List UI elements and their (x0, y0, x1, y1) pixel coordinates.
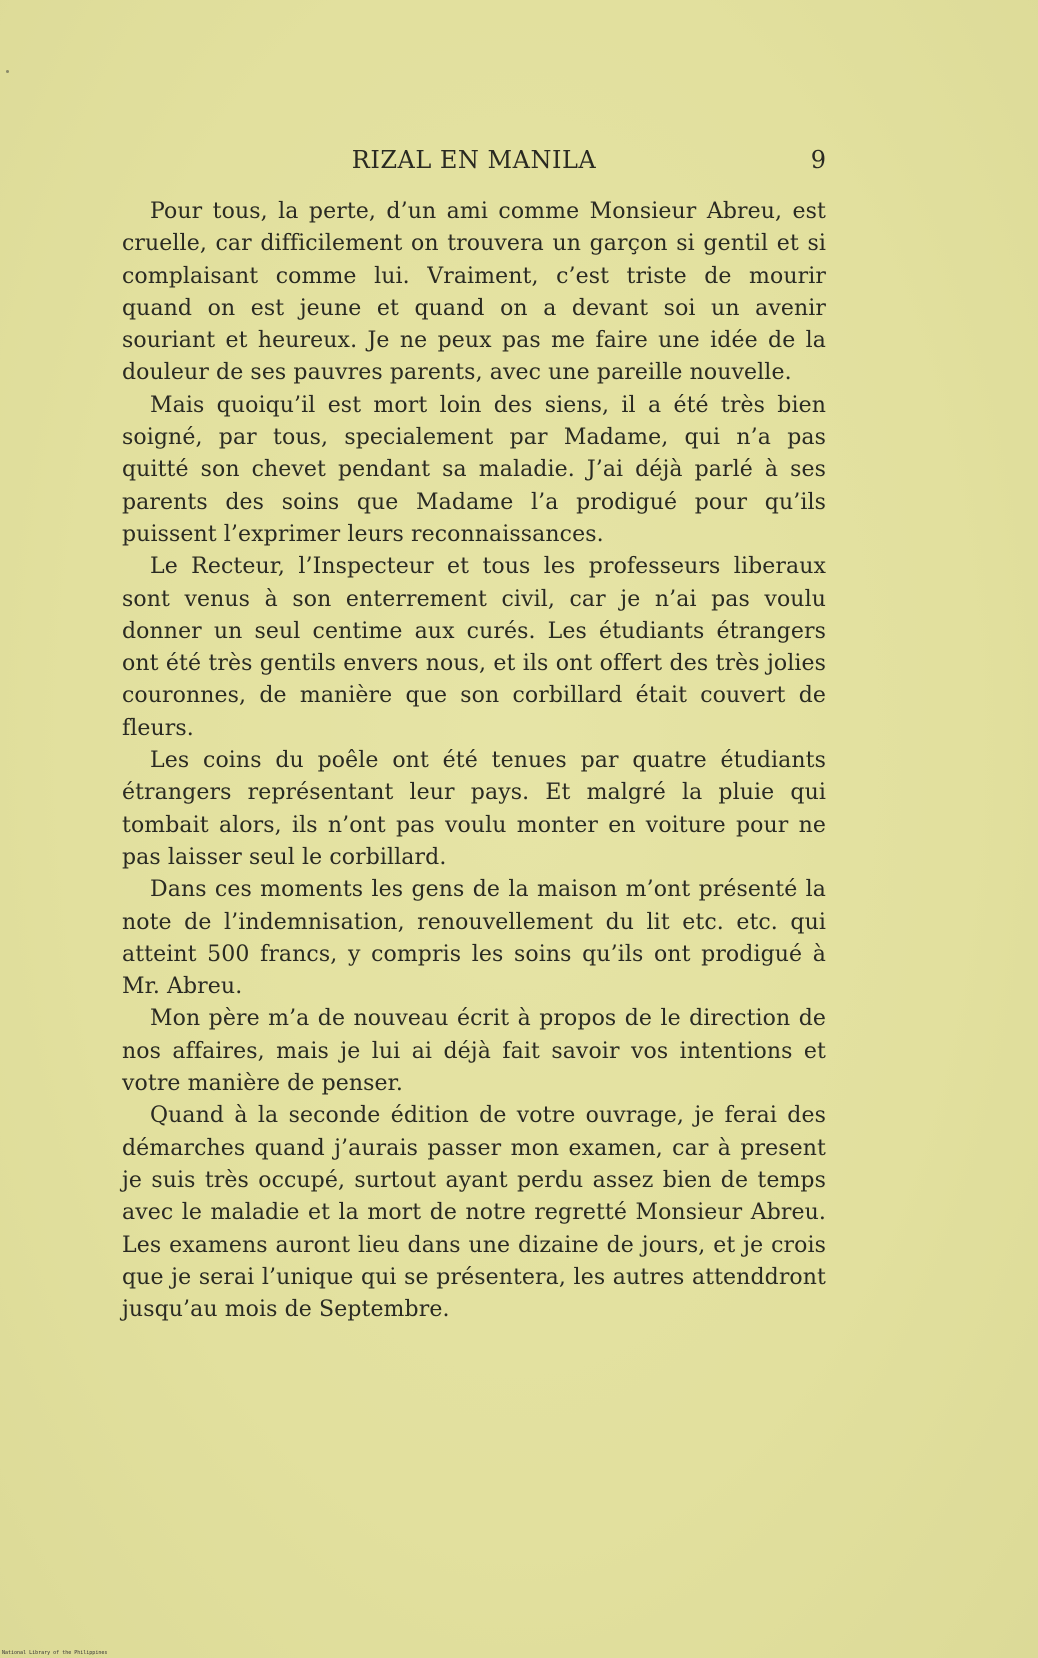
running-title: RIZAL EN MANILA (351, 146, 597, 174)
paragraph: Pour tous, la perte, d’un ami comme Monsieur Abreu, est cruelle, car difficilement on trouvera un garçon si gentil et si complaisant comme lui. Vraiment, c’est triste de mourir quand on est jeune et quand on a devant soi un avenir souriant et heureux. Je ne peux pas me faire une idée de la douleur de ses pauvres parents, avec une pareille nouvelle. (122, 199, 826, 386)
paragraph: Mais quoiqu’il est mort loin des siens, il a été très bien soigné, par tous, specialement par Madame, qui n’a pas quitté son chevet pendant sa maladie. J’ai déjà parlé à ses parents des soins que Madame l’a prodigué pour qu’ils puissent l’exprimer leurs reconnaissances. (122, 392, 826, 547)
page-number: 9 (810, 146, 826, 174)
body-text (122, 196, 826, 1326)
scan-speck (6, 70, 9, 73)
paragraph: Quand à la seconde édition de votre ouvrage, je ferai des démarches quand j’aurais passer mon examen, car à present je suis très occupé, surtout ayant perdu assez bien de temps avec le maladie et la mort de notre regretté Monsieur Abreu. Les examens auront lieu dans une dizaine de jours, et je crois que je serai l’unique qui se présentera, les autres attenddront jusqu’au mois de Septembre. (122, 1103, 826, 1323)
paragraph: Mon père m’a de nouveau écrit à propos de le direction de nos affaires, mais je lui ai déjà fait savoir vos intentions et votre manière de penser. (122, 1006, 826, 1097)
library-credit: National Library of the Philippines (2, 1650, 108, 1656)
paragraph: Le Recteur, l’Inspecteur et tous les professeurs liberaux sont venus à son enterrement civil, car je n’ai pas voulu donner un seul centime aux curés. Les étudiants étrangers ont été très gentils envers nous, et ils ont offert des très jolies couronnes, de manière que son corbillard était couvert de fleurs. (122, 554, 826, 741)
paragraph: Les coins du poêle ont été tenues par quatre étudiants étrangers représentant leur pays. Et malgré la pluie qui tombait alors, ils n’ont pas voulu monter en voiture pour ne pas laisser seul le corbillard. (122, 748, 826, 870)
page-header (122, 146, 826, 178)
paragraph: Dans ces moments les gens de la maison m’ont présenté la note de l’indemnisation, renouvellement du lit etc. etc. qui atteint 500 francs, y compris les soins qu’ils ont prodigué à Mr. Abreu. (122, 877, 826, 1000)
